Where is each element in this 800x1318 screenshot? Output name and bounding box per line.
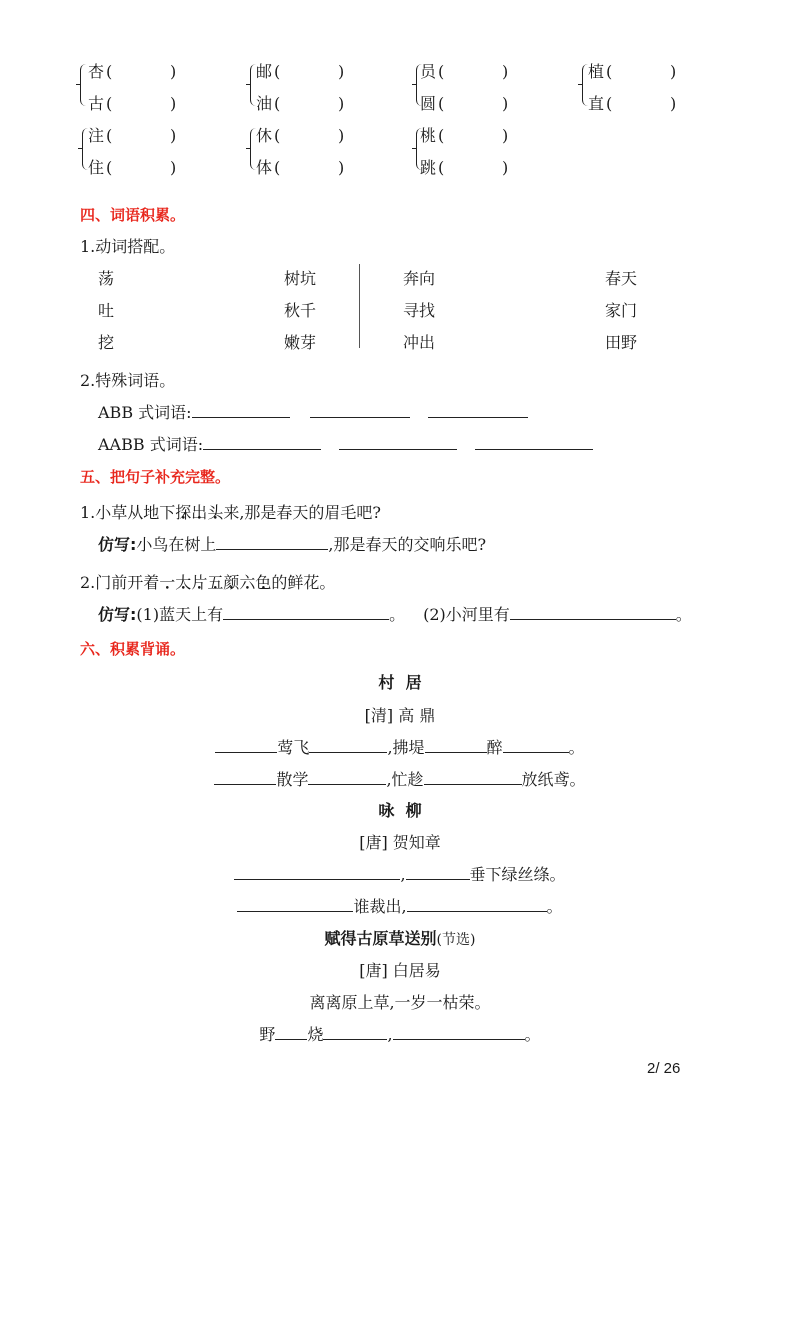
poem-title: 咏 柳	[378, 801, 422, 820]
question-label: 2.特殊词语。	[80, 371, 176, 390]
answer-blank[interactable]	[192, 403, 290, 418]
poem-author: [唐] 白居易	[359, 961, 441, 980]
poem-line: 谁裁出, 。	[0, 894, 800, 917]
answer-blank[interactable]	[275, 1025, 307, 1040]
answer-blank[interactable]	[393, 1025, 525, 1040]
poem-title: 村 居	[378, 673, 422, 692]
imitation-label: 仿写:	[98, 535, 137, 554]
word-item: 荡	[98, 269, 115, 288]
dotted-char: 五	[207, 573, 224, 592]
answer-blank[interactable]	[215, 738, 277, 753]
dotted-text	[159, 573, 271, 592]
word-item: 春天	[605, 269, 638, 288]
poem-title-row	[0, 926, 800, 949]
abb-row	[98, 400, 528, 423]
poem-line: 散学 ,忙趁 放纸鸢。	[0, 767, 800, 790]
answer-blank[interactable]	[223, 605, 389, 620]
dotted-text	[175, 503, 223, 522]
word-item: 嫩芽	[284, 333, 317, 352]
dotted-char: 颜	[223, 573, 240, 592]
word-item: 田野	[605, 333, 638, 352]
word-item: 家门	[605, 301, 638, 320]
dotted-char: 出	[191, 503, 208, 522]
answer-blank[interactable]	[237, 897, 353, 912]
dotted-char: 头	[207, 503, 224, 522]
imitation-label: 仿写:	[98, 605, 137, 624]
imitation-row: 仿写:小鸟在树上 ,那是春天的交响乐吧?	[98, 535, 487, 554]
word-item: 树坑	[284, 269, 317, 288]
example-sentence: 2.门前开着一大片五颜六色的鲜花。	[80, 570, 335, 593]
word-item: 冲出	[403, 333, 436, 352]
answer-blank[interactable]	[310, 403, 410, 418]
answer-blank[interactable]	[407, 897, 547, 912]
answer-blank[interactable]	[309, 738, 387, 753]
brace	[80, 64, 87, 106]
column-divider	[359, 264, 360, 348]
aabb-row	[98, 432, 593, 455]
section-title: 四、词语积累。	[80, 206, 186, 224]
word-item: 奔向	[403, 269, 436, 288]
answer-blank[interactable]	[406, 865, 470, 880]
dotted-char: 探	[175, 503, 192, 522]
imitation-row: 仿写:(1)蓝天上有 。 (2)小河里有 。	[98, 605, 692, 624]
poem-line: , 垂下绿丝绦。	[0, 862, 800, 885]
word-item: 寻找	[403, 301, 436, 320]
answer-blank[interactable]	[425, 738, 487, 753]
poem-line: 野 烧 , 。	[259, 1025, 541, 1044]
poem-author: [唐] 贺知章	[359, 833, 441, 852]
abb-label: ABB 式词语:	[98, 403, 192, 422]
answer-blank[interactable]	[214, 770, 276, 785]
word-item: 挖	[98, 333, 115, 352]
word-item: 吐	[98, 301, 115, 320]
answer-blank[interactable]	[234, 865, 400, 880]
answer-blank[interactable]	[510, 605, 676, 620]
section-title: 五、把句子补充完整。	[80, 468, 231, 486]
poem-author: [清] 高 鼎	[364, 706, 436, 725]
answer-blank[interactable]	[203, 435, 321, 450]
dotted-char: 大	[175, 573, 192, 592]
answer-blank[interactable]	[503, 738, 569, 753]
dotted-char: 一	[159, 573, 176, 592]
poem-line: 离离原上草,一岁一枯荣。	[309, 993, 491, 1012]
answer-blank[interactable]	[339, 435, 457, 450]
answer-blank[interactable]	[323, 1025, 387, 1040]
example-sentence: 1.小草从地下探出头来,那是春天的眉毛吧?	[80, 500, 381, 523]
dotted-char: 色	[255, 573, 272, 592]
page-number: 2/ 26	[647, 1060, 681, 1077]
dotted-char: 六	[239, 573, 256, 592]
answer-blank[interactable]	[216, 535, 328, 550]
answer-blank[interactable]	[424, 770, 522, 785]
word-item: 秋千	[284, 301, 317, 320]
aabb-label: AABB 式词语:	[98, 435, 204, 454]
section-title: 六、积累背诵。	[80, 640, 186, 658]
dotted-char: 片	[191, 573, 208, 592]
question-label: 1.动词搭配。	[80, 237, 176, 256]
answer-blank[interactable]	[428, 403, 528, 418]
answer-blank[interactable]	[308, 770, 386, 785]
answer-blank[interactable]	[475, 435, 593, 450]
poem-title: 赋得古原草送别	[324, 929, 437, 948]
poem-note: (节选)	[436, 932, 476, 948]
poem-line: 莺飞 ,拂堤 醉 。	[0, 735, 800, 758]
